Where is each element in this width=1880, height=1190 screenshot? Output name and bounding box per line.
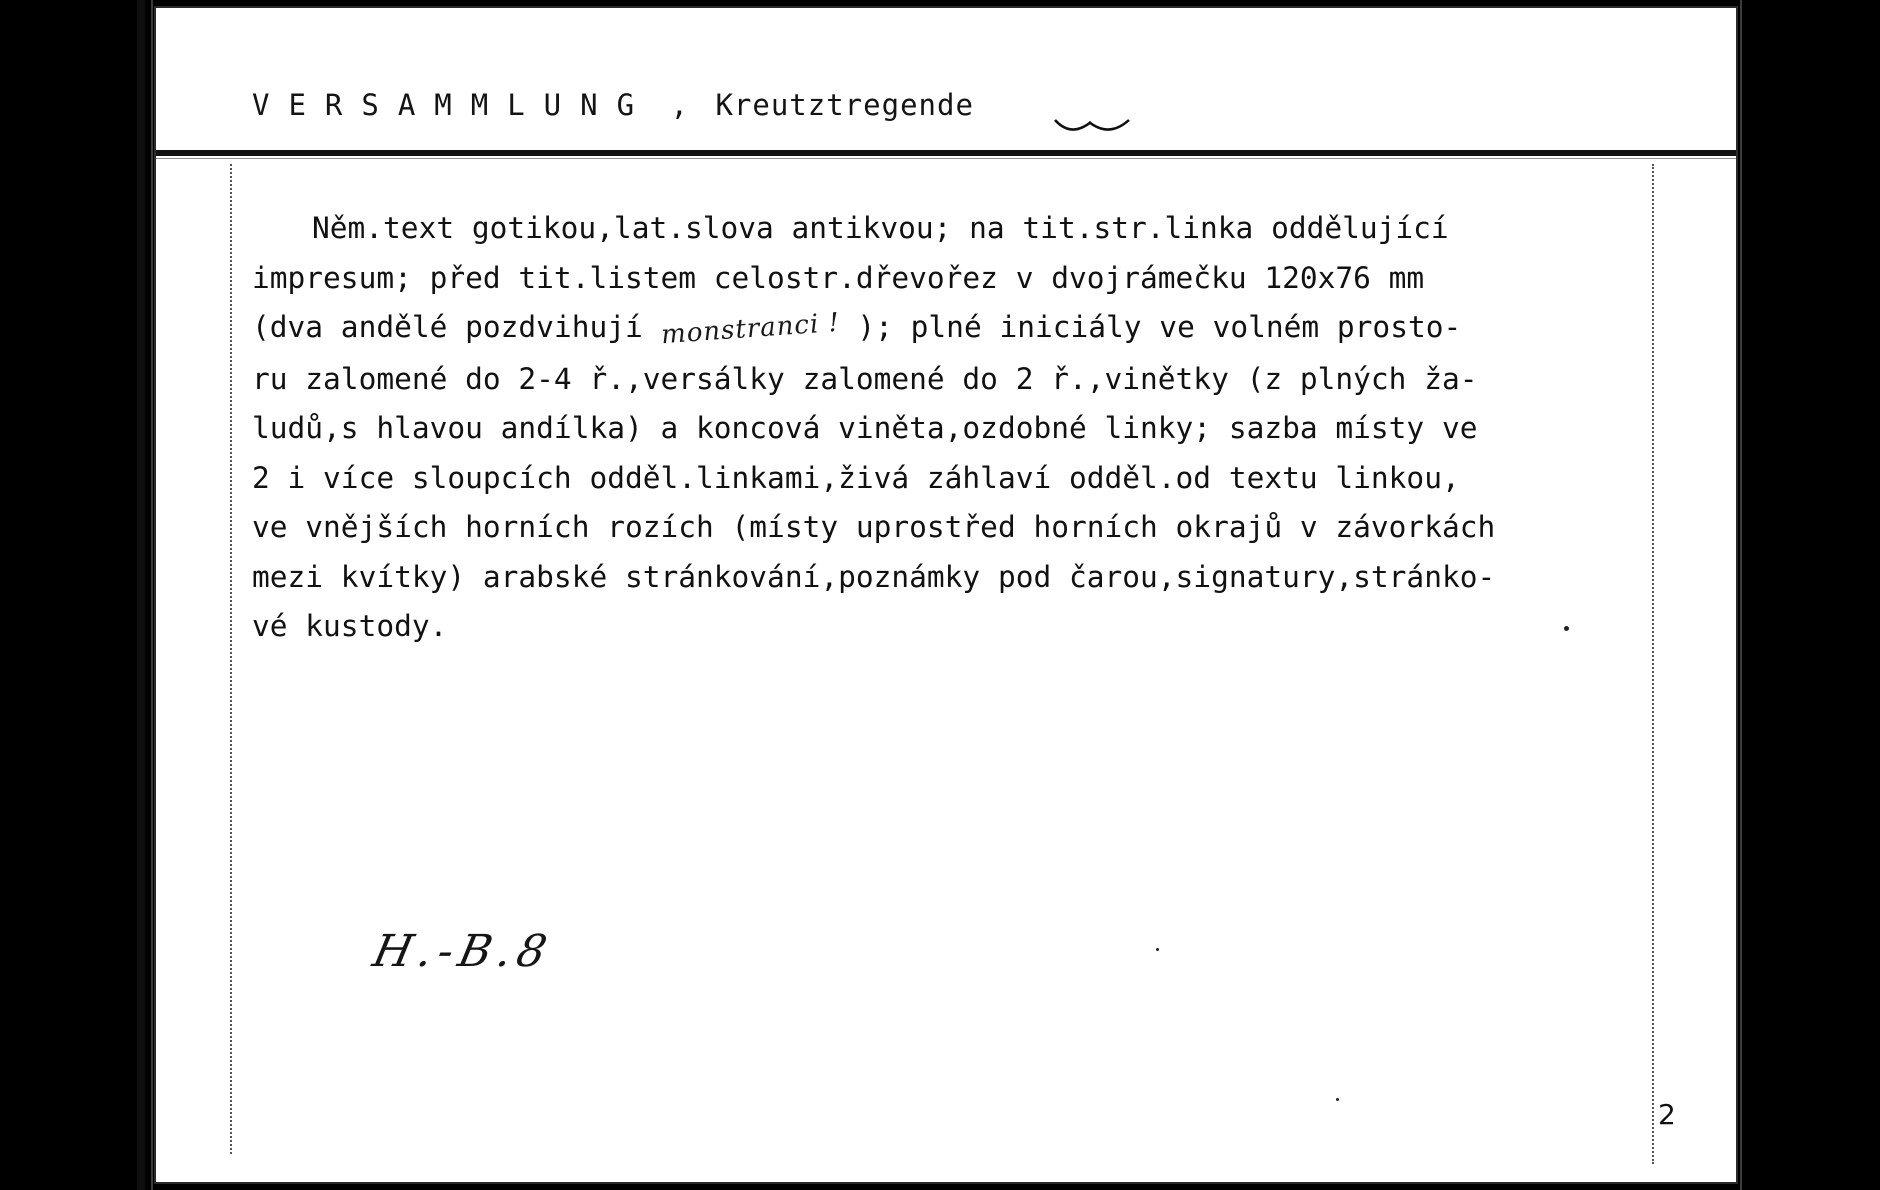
text-line: ve vnějších horních rozích (místy uprostřed horních okrajů v závorkách [252,510,1496,544]
text-line: Něm.text gotikou,lat.slova antikvou; na tit.str.linka oddělující [312,211,1449,245]
handwritten-shelfmark: H.-B.8 [368,926,557,977]
heading-keyword: Kreutztregende [715,88,974,122]
handwritten-insertion: monstranci ! [659,307,841,351]
text-line: 2 i více sloupcích odděl.linkami,živá záhlaví odděl.od textu linkou, [252,460,1460,495]
catalog-card [154,6,1738,1184]
text-line: impresum; před tit.listem celostr.dřevořez v dvojrámečku 120x76 mm [252,260,1425,295]
card-page-number: 2 [1658,1098,1676,1131]
editorial-correction-marks [1051,116,1161,140]
text-line: ru zalomené do 2-4 ř.,versálky zalomené do 2 ř.,vinětky (z plných ža- [252,361,1478,396]
heading-title: VERSAMMLUNG [252,88,654,122]
margin-line-left [230,164,232,1154]
text-line: vé kustody. [252,609,448,643]
scan-edge-line-right [1740,0,1742,1190]
text-line: mezi kvítky) arabské stránkování,poznámky pod čarou,signatury,stránko- [252,559,1496,594]
scan-speck [1336,1098,1339,1101]
heading-rule [156,150,1738,156]
text-line: (dva andělé pozdvihují monstranci ! ); plné iniciály ve volném prosto- [252,303,1652,355]
scan-speck [1156,948,1159,951]
description-text [252,204,1652,652]
card-heading [252,88,974,122]
scan-edge-strip [137,0,145,1190]
margin-line-right [1652,164,1654,1164]
heading-separator: , [670,88,688,122]
scan-edge-line-left [151,0,153,1190]
scan-speck [1564,626,1569,631]
heading-rule-thin [156,158,1738,159]
text-line: ludů,s hlavou andílka) a koncová viněta,ozdobné linky; sazba místy ve [252,411,1478,445]
